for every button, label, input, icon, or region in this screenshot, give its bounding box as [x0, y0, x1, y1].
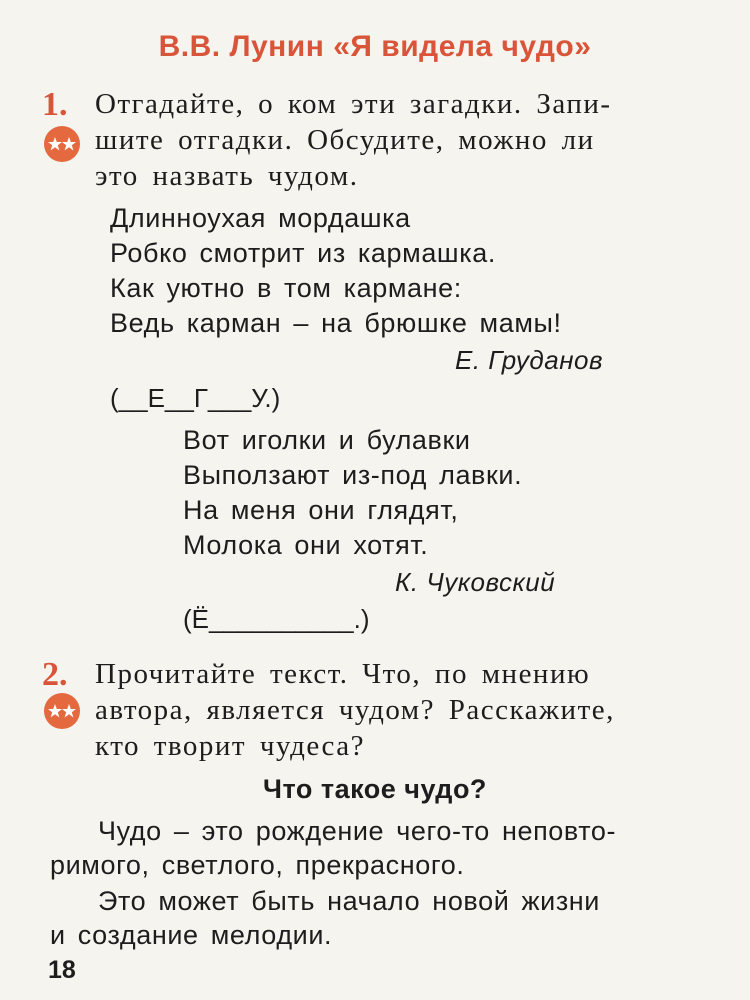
task-2-text-line: Прочитайте текст. Что, по мнению [95, 658, 591, 690]
task-2-number: 2. [42, 656, 68, 693]
task-1-text-line: Отгадайте, о ком эти загадки. Запи- [95, 88, 612, 120]
page-title: В.В. Лунин «Я видела чудо» [158, 30, 592, 63]
task-1-number: 1. [42, 86, 68, 123]
riddle-2-line: Молока они хотят. [183, 530, 429, 560]
riddle-2-answer-blank: (Ё__________.) [183, 604, 370, 634]
riddle-2-line: На меня они глядят, [183, 495, 459, 525]
riddle-1-author: Е. Груданов [455, 345, 604, 375]
text-paragraph-line: и создание мелодии. [50, 920, 333, 950]
text-paragraph-line: Это может быть начало новой жизни [98, 886, 600, 916]
task-2-text-line: кто творит чудеса? [95, 730, 365, 762]
two-stars-icon [44, 126, 80, 162]
task-1-text-line: это назвать чудом. [95, 160, 359, 192]
page-number: 18 [48, 956, 76, 984]
riddle-1-answer-blank: (__Е__Г___У.) [110, 383, 281, 413]
riddle-1-line: Как уютно в том кармане: [110, 273, 462, 303]
riddle-2-line: Вот иголки и булавки [183, 425, 471, 455]
riddle-2-author: К. Чуковский [395, 567, 556, 597]
text-paragraph-line: римого, светлого, прекрасного. [50, 850, 465, 880]
two-stars-icon [44, 693, 80, 729]
text-paragraph-line: Чудо – это рождение чего-то неповто- [98, 816, 617, 846]
riddle-1-line: Ведь карман – на брюшке мамы! [110, 308, 562, 338]
riddle-1-line: Робко смотрит из кармашка. [110, 238, 496, 268]
riddle-2-line: Выползают из-под лавки. [183, 460, 523, 490]
text-heading: Что такое чудо? [263, 774, 487, 804]
task-2-text-line: автора, является чудом? Расскажите, [95, 694, 615, 726]
riddle-1-line: Длинноухая мордашка [110, 203, 411, 233]
task-1-text-line: шите отгадки. Обсудите, можно ли [95, 124, 595, 156]
